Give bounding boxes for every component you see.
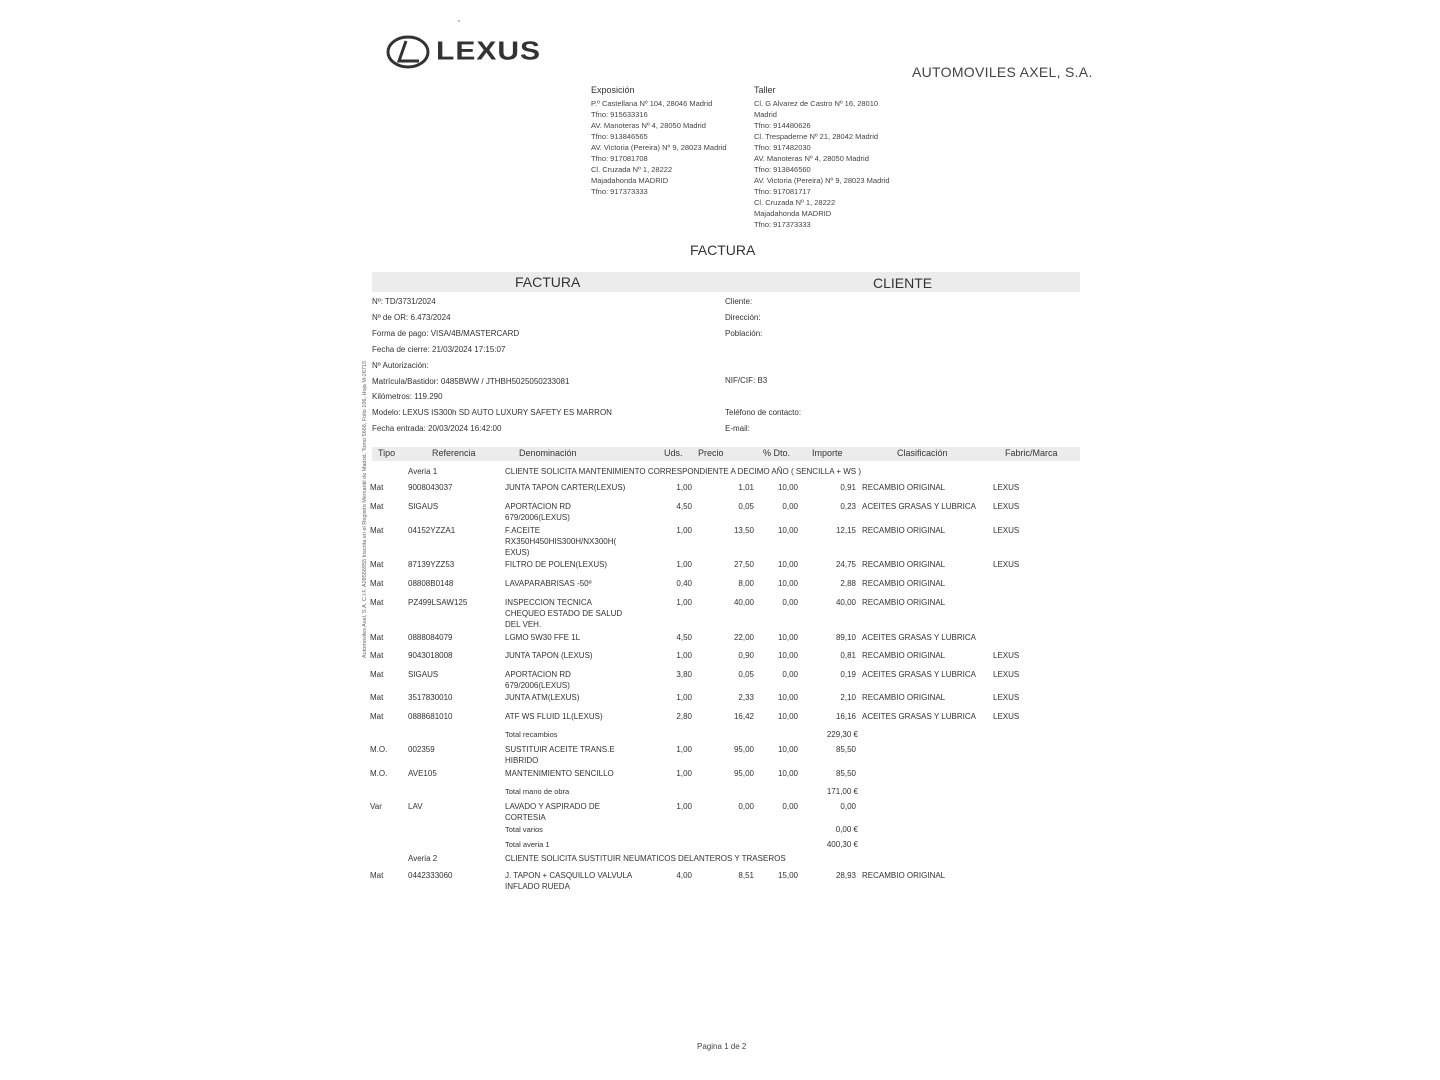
address-line: Cl. Trespaderne Nº 21, 28042 Madrid xyxy=(754,132,879,141)
cell-dto: 0,00 xyxy=(782,598,798,607)
cliente-section-title: CLIENTE xyxy=(873,275,933,291)
cell-denominacion xyxy=(505,632,665,643)
averia-description: CLIENTE SOLICITA SUSTITUIR NEUMATICOS DELANTEROS Y TRASEROS xyxy=(505,854,786,863)
email-label: E-mail: xyxy=(725,424,750,433)
cell-clasificacion: RECAMBIO ORIGINAL xyxy=(862,693,946,702)
logo-wordmark: LEXUS xyxy=(436,37,542,66)
cell-tipo: Mat xyxy=(370,651,384,660)
cell-tipo: Mat xyxy=(370,670,384,679)
address-line: Majadahonda MADRID xyxy=(591,176,669,185)
address-line: AV. Victoria (Pereira) Nº 9, 28023 Madrid xyxy=(754,176,890,185)
cell-tipo: Mat xyxy=(370,560,384,569)
averia-description: CLIENTE SOLICITA MANTENIMIENTO CORRESPONDIENTE A DECIMO AÑO ( SENCILLA + WS ) xyxy=(505,467,861,476)
cell-referencia: 0888084079 xyxy=(408,633,453,642)
cell-denominacion-line: CHEQUEO ESTADO DE SALUD xyxy=(505,609,623,618)
cell-clasificacion: ACEITES GRASAS Y LUBRICA xyxy=(862,633,976,642)
cell-denominacion-line: INSPECCION TECNICA xyxy=(505,598,592,607)
cell-precio: 8,00 xyxy=(738,579,754,588)
cell-denominacion-line: ATF WS FLUID 1L(LEXUS) xyxy=(505,712,603,721)
cell-denominacion-line: LAVAPARABRISAS -50º xyxy=(505,579,592,588)
cliente-label: Cliente: xyxy=(725,297,753,306)
address-line: Tfno: 917373333 xyxy=(591,187,648,196)
cell-marca: LEXUS xyxy=(993,712,1020,721)
cell-marca: LEXUS xyxy=(993,502,1020,511)
address-line: Tfno: 914480626 xyxy=(754,121,811,130)
nif-label: NIF/CIF: B3 xyxy=(725,376,768,385)
cell-denominacion-line: 679/2006(LEXUS) xyxy=(505,681,570,690)
factura-info-line: Forma de pago: VISA/4B/MASTERCARD xyxy=(372,328,520,338)
cell-denominacion xyxy=(505,501,665,523)
cell-uds: 1,00 xyxy=(676,802,692,811)
address-line: AV. Manoteras Nº 4, 28050 Madrid xyxy=(591,121,706,130)
cell-precio: 0,05 xyxy=(738,670,754,679)
column-header: Precio xyxy=(698,448,724,458)
cell-clasificacion: ACEITES GRASAS Y LUBRICA xyxy=(862,502,976,511)
cell-dto: 0,00 xyxy=(782,670,798,679)
cell-denominacion-line: JUNTA ATM(LEXUS) xyxy=(505,693,580,702)
cell-tipo: Mat xyxy=(370,526,384,535)
cell-dto: 0,00 xyxy=(782,802,798,811)
cell-uds: 1,00 xyxy=(676,526,692,535)
cell-referencia: SIGAUS xyxy=(408,502,439,511)
column-header: Fabric/Marca xyxy=(1005,448,1058,458)
cell-referencia: AVE105 xyxy=(408,769,437,778)
cell-denominacion-line: 679/2006(LEXUS) xyxy=(505,513,570,522)
cell-denominacion xyxy=(505,768,665,779)
cell-importe: 2,88 xyxy=(840,579,856,588)
cell-denominacion-line: FILTRO DE POLEN(LEXUS) xyxy=(505,560,608,569)
cell-importe: 24,75 xyxy=(835,560,856,569)
cell-denominacion xyxy=(505,578,665,589)
cell-clasificacion: RECAMBIO ORIGINAL xyxy=(862,871,946,880)
averia-label: Averia 2 xyxy=(408,854,438,863)
cell-clasificacion: RECAMBIO ORIGINAL xyxy=(862,579,946,588)
cell-clasificacion: RECAMBIO ORIGINAL xyxy=(862,483,946,492)
column-header: Referencia xyxy=(432,448,476,458)
address-line: Majadahonda MADRID xyxy=(754,209,832,218)
cell-tipo: Mat xyxy=(370,502,384,511)
cell-importe: 0,91 xyxy=(840,483,856,492)
cell-precio: 16,42 xyxy=(733,712,754,721)
cell-denominacion xyxy=(505,482,665,493)
cell-uds: 3,80 xyxy=(676,670,692,679)
section-header-band xyxy=(372,272,1080,292)
cell-dto: 10,00 xyxy=(777,526,798,535)
cell-importe: 85,50 xyxy=(835,745,856,754)
cell-dto: 10,00 xyxy=(777,560,798,569)
total-label: Total recambios xyxy=(505,730,558,739)
address-line: Cl. Cruzada Nº 1, 28222 xyxy=(754,198,836,207)
cell-importe: 28,93 xyxy=(835,871,856,880)
cell-precio: 40,00 xyxy=(733,598,754,607)
cell-uds: 4,50 xyxy=(676,502,692,511)
cell-dto: 10,00 xyxy=(777,693,798,702)
cell-denominacion xyxy=(505,870,665,892)
cell-precio: 1,01 xyxy=(738,483,754,492)
total-label: Total averia 1 xyxy=(505,840,550,849)
direccion-label: Dirección: xyxy=(725,313,761,322)
cell-uds: 2,80 xyxy=(676,712,692,721)
cell-denominacion xyxy=(505,744,665,766)
cell-importe: 85,50 xyxy=(835,769,856,778)
cell-uds: 4,00 xyxy=(676,871,692,880)
exposicion-address-block xyxy=(591,85,727,197)
cell-uds: 1,00 xyxy=(676,769,692,778)
cell-dto: 10,00 xyxy=(777,769,798,778)
column-header: Tipo xyxy=(378,448,396,458)
total-label: Total varios xyxy=(505,825,543,834)
cell-clasificacion: RECAMBIO ORIGINAL xyxy=(862,526,946,535)
document-title: FACTURA xyxy=(690,242,756,258)
lexus-emblem-icon xyxy=(386,34,430,70)
telefono-label: Teléfono de contacto: xyxy=(725,408,802,417)
cell-clasificacion: ACEITES GRASAS Y LUBRICA xyxy=(862,670,976,679)
cell-dto: 10,00 xyxy=(777,633,798,642)
cell-uds: 4,50 xyxy=(676,633,692,642)
cell-tipo: Mat xyxy=(370,712,384,721)
company-name: AUTOMOVILES AXEL, S.A. xyxy=(912,64,1093,80)
cell-denominacion xyxy=(505,711,665,722)
cell-clasificacion: RECAMBIO ORIGINAL xyxy=(862,560,946,569)
cell-marca: LEXUS xyxy=(993,483,1020,492)
address-line: Tfno: 913846560 xyxy=(754,165,811,174)
cell-denominacion-line: LAVADO Y ASPIRADO DE xyxy=(505,802,600,811)
cell-denominacion xyxy=(505,801,665,823)
factura-info-line: Nº Autorización: xyxy=(372,360,429,370)
address-line: AV. Manoteras Nº 4, 28050 Madrid xyxy=(754,154,869,163)
taller-address-block xyxy=(754,85,890,230)
cell-precio: 27,50 xyxy=(733,560,754,569)
factura-info-line: Modelo: LEXUS IS300h SD AUTO LUXURY SAFETY ES MARRON xyxy=(372,408,612,418)
cell-precio: 13,50 xyxy=(733,526,754,535)
cell-tipo: Mat xyxy=(370,633,384,642)
address-line: Tfno: 917081717 xyxy=(754,187,811,196)
cell-tipo: Mat xyxy=(370,483,384,492)
cell-denominacion-line: EXUS) xyxy=(505,548,530,557)
cell-referencia: 0442333060 xyxy=(408,871,453,880)
factura-info-line: Matrícula/Bastidor: 0485BWW / JTHBH5025050233081 xyxy=(372,376,570,386)
address-line: Cl. G Alvarez de Castro Nº 16, 28010 xyxy=(754,99,879,108)
cell-denominacion-line: APORTACION RD xyxy=(505,670,571,679)
cell-importe: 2,10 xyxy=(840,693,856,702)
poblacion-label: Población: xyxy=(725,329,763,338)
cell-denominacion xyxy=(505,669,665,691)
cell-importe: 16,16 xyxy=(835,712,856,721)
cell-dto: 10,00 xyxy=(777,745,798,754)
cell-uds: 1,00 xyxy=(676,483,692,492)
cell-denominacion-line: LGMO 5W30 FFE 1L xyxy=(505,633,581,642)
total-value: 400,30 € xyxy=(826,840,858,849)
lexus-logo xyxy=(386,34,541,70)
column-header: Uds. xyxy=(664,448,683,458)
factura-info-line: Fecha entrada: 20/03/2024 16:42:00 xyxy=(372,424,502,434)
factura-info-line: Kilómetros: 119.290 xyxy=(372,392,443,402)
cell-tipo: Mat xyxy=(370,598,384,607)
address-line: Tfno: 915633316 xyxy=(591,110,648,119)
speck xyxy=(458,20,460,22)
cell-importe: 89,10 xyxy=(835,633,856,642)
cell-denominacion xyxy=(505,559,665,570)
cell-marca: LEXUS xyxy=(993,693,1020,702)
cell-dto: 10,00 xyxy=(777,579,798,588)
cell-tipo: Mat xyxy=(370,693,384,702)
cell-dto: 15,00 xyxy=(777,871,798,880)
cell-denominacion-line: JUNTA TAPON CARTER(LEXUS) xyxy=(505,483,626,492)
cell-referencia: 9008043037 xyxy=(408,483,453,492)
cell-uds: 1,00 xyxy=(676,598,692,607)
cell-importe: 0,00 xyxy=(840,802,856,811)
cell-uds: 1,00 xyxy=(676,745,692,754)
cell-denominacion-line: APORTACION RD xyxy=(505,502,571,511)
cell-precio: 0,00 xyxy=(738,802,754,811)
cell-referencia: 9043018008 xyxy=(408,651,453,660)
cell-denominacion xyxy=(505,650,665,661)
address-line: Tfno: 917373333 xyxy=(754,220,811,229)
cell-denominacion xyxy=(505,525,665,558)
cell-precio: 8,51 xyxy=(738,871,754,880)
address-line: Cl. Cruzada Nº 1, 28222 xyxy=(591,165,673,174)
cell-denominacion-line: INFLADO RUEDA xyxy=(505,882,570,891)
column-header: % Dto. xyxy=(763,448,791,458)
address-line: Tfno: 913846565 xyxy=(591,132,648,141)
cell-dto: 10,00 xyxy=(777,712,798,721)
cell-referencia: 002359 xyxy=(408,745,435,754)
cell-referencia: LAV xyxy=(408,802,423,811)
address-line: AV. Victoria (Pereira) Nº 9, 28023 Madrid xyxy=(591,143,727,152)
cell-dto: 0,00 xyxy=(782,502,798,511)
cell-precio: 95,00 xyxy=(733,769,754,778)
cell-importe: 0,81 xyxy=(840,651,856,660)
cell-denominacion-line: J. TAPON + CASQUILLO VALVULA xyxy=(505,871,633,880)
cell-tipo: M.O. xyxy=(370,769,388,778)
cell-tipo: Mat xyxy=(370,871,384,880)
cell-uds: 0,40 xyxy=(676,579,692,588)
total-label: Total mano de obra xyxy=(505,787,570,796)
cell-tipo: M.O. xyxy=(370,745,388,754)
cell-denominacion-line: CORTESIA xyxy=(505,813,546,822)
exposicion-title: Exposición xyxy=(591,85,635,95)
total-value: 171,00 € xyxy=(826,787,858,796)
cell-precio: 22,00 xyxy=(733,633,754,642)
cell-importe: 0,19 xyxy=(840,670,856,679)
averia-label: Averia 1 xyxy=(408,467,438,476)
cell-referencia: 0888681010 xyxy=(408,712,453,721)
cell-importe: 40,00 xyxy=(835,598,856,607)
cell-marca: LEXUS xyxy=(993,651,1020,660)
cell-precio: 0,90 xyxy=(738,651,754,660)
cell-denominacion-line: F.ACEITE xyxy=(505,526,541,535)
cell-tipo: Var xyxy=(370,802,382,811)
address-line: P.º Castellana Nº 104, 28046 Madrid xyxy=(591,99,713,108)
cell-denominacion-line: JUNTA TAPON (LEXUS) xyxy=(505,651,593,660)
cell-clasificacion: RECAMBIO ORIGINAL xyxy=(862,598,946,607)
cell-denominacion-line: HIBRIDO xyxy=(505,756,539,765)
cell-denominacion-line: MANTENIMIENTO SENCILLO xyxy=(505,769,614,778)
column-header: Clasificación xyxy=(897,448,948,458)
cell-denominacion-line: SUSTITUIR ACEITE TRANS.E xyxy=(505,745,615,754)
cell-referencia: 87139YZZ53 xyxy=(408,560,455,569)
cell-denominacion xyxy=(505,692,665,703)
cell-importe: 0,23 xyxy=(840,502,856,511)
column-header: Importe xyxy=(812,448,843,458)
cell-precio: 95,00 xyxy=(733,745,754,754)
cell-uds: 1,00 xyxy=(676,560,692,569)
total-value: 0,00 € xyxy=(835,825,858,834)
cell-referencia: PZ499LSAW125 xyxy=(408,598,468,607)
column-header: Denominación xyxy=(519,448,577,458)
cell-dto: 10,00 xyxy=(777,483,798,492)
address-line: Tfno: 917482030 xyxy=(754,143,811,152)
cell-dto: 10,00 xyxy=(777,651,798,660)
cell-uds: 1,00 xyxy=(676,693,692,702)
factura-info-line: Fecha de cierre: 21/03/2024 17:15:07 xyxy=(372,344,506,354)
cell-marca: LEXUS xyxy=(993,560,1020,569)
factura-info-line: Nº: TD/3731/2024 xyxy=(372,297,436,306)
cell-clasificacion: RECAMBIO ORIGINAL xyxy=(862,651,946,660)
total-value: 229,30 € xyxy=(826,730,858,739)
cell-clasificacion: ACEITES GRASAS Y LUBRICA xyxy=(862,712,976,721)
factura-info-line: Nº de OR: 6.473/2024 xyxy=(372,312,451,322)
taller-title: Taller xyxy=(754,85,776,95)
cell-referencia: 08808B0148 xyxy=(408,579,454,588)
cell-denominacion-line: RX350H450HIS300H/NX300H( xyxy=(505,537,617,546)
address-line: Tfno: 917081708 xyxy=(591,154,648,163)
cell-marca: LEXUS xyxy=(993,526,1020,535)
cell-precio: 2,33 xyxy=(738,693,754,702)
cell-uds: 1,00 xyxy=(676,651,692,660)
cell-referencia: 3517830010 xyxy=(408,693,453,702)
cell-tipo: Mat xyxy=(370,579,384,588)
legal-sidebar-text: Automoviles Axel, S.A. C.I.F. A28556955 Inscrita en el Registro Mercantil de Madrid, Tomo 5666, Folio 106, Hoja M-26715 xyxy=(362,360,368,658)
table-header-band xyxy=(372,447,1080,461)
cell-marca: LEXUS xyxy=(993,670,1020,679)
factura-section-title: FACTURA xyxy=(515,274,581,290)
cell-precio: 0,05 xyxy=(738,502,754,511)
legal-sidebar xyxy=(355,285,368,665)
cell-referencia: 04152YZZA1 xyxy=(408,526,456,535)
cell-denominacion xyxy=(505,597,665,630)
cell-importe: 12,15 xyxy=(835,526,856,535)
cell-denominacion-line: DEL VEH. xyxy=(505,620,542,629)
cell-referencia: SIGAUS xyxy=(408,670,439,679)
page-number: Pagina 1 de 2 xyxy=(697,1042,747,1051)
address-line: Madrid xyxy=(754,110,777,119)
